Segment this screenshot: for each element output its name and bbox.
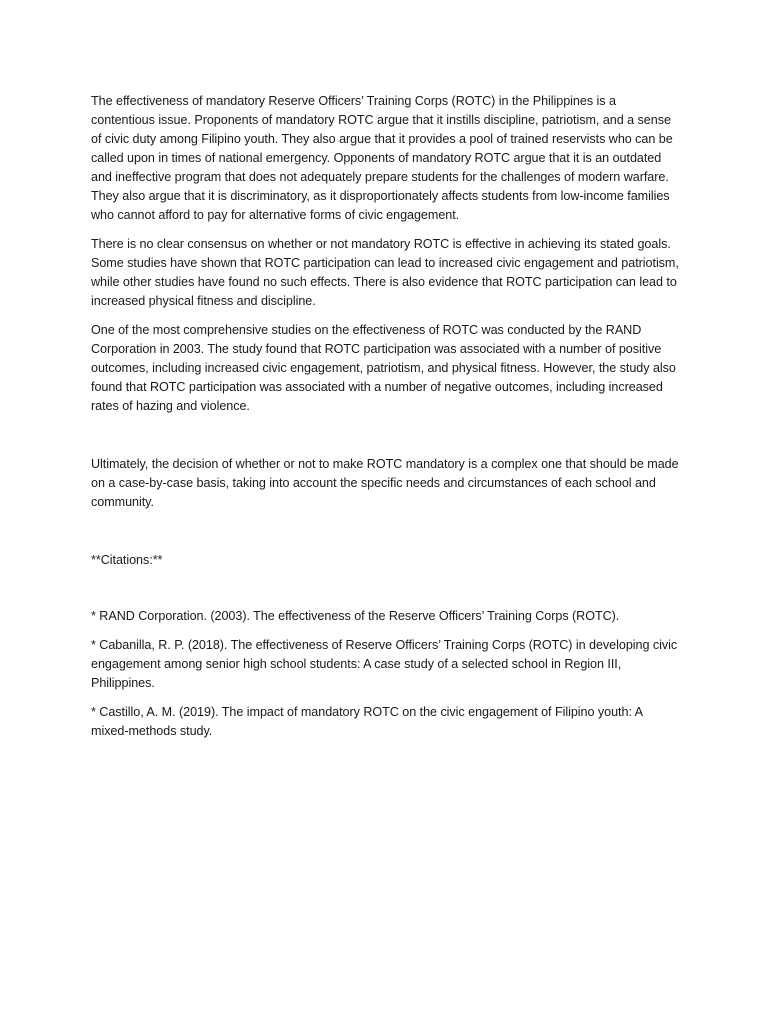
citation-item: * RAND Corporation. (2003). The effectiveness of the Reserve Officers’ Training Corps (ROTC). — [91, 609, 620, 623]
citation-item: * Cabanilla, R. P. (2018). The effectiveness of Reserve Officers’ Training Corps (ROTC) in developing civic engagement among senior high school students: A case study of a selected school in Region III, Philippines. — [91, 638, 678, 690]
citations-heading: **Citations:** — [91, 553, 163, 567]
citation-item: * Castillo, A. M. (2019). The impact of mandatory ROTC on the civic engagement of Filipino youth: A mixed-methods study. — [91, 705, 643, 738]
document-body — [91, 92, 683, 751]
paragraph-rand-study: One of the most comprehensive studies on the effectiveness of ROTC was conducted by the RAND Corporation in 2003. The study found that ROTC participation was associated with a number of positive outcomes, including increased civic engagement, patriotism, and physical fitness. However, the study also found that ROTC participation was associated with a number of negative outcomes, including increased rates of hazing and violence. — [91, 323, 676, 413]
paragraph-consensus: There is no clear consensus on whether or not mandatory ROTC is effective in achieving its stated goals. Some studies have shown that ROTC participation can lead to increased civic engagement and patriotism, while other studies have found no such effects. There is also evidence that ROTC participation can lead to increased physical fitness and discipline. — [91, 237, 679, 308]
spacer — [91, 580, 683, 607]
paragraph-intro: The effectiveness of mandatory Reserve Officers’ Training Corps (ROTC) in the Philippines is a contentious issue. Proponents of mandatory ROTC argue that it instills discipline, patriotism, and a sense of civic duty among Filipino youth. They also argue that it provides a pool of trained reservists who can be called upon in times of national emergency. Opponents of mandatory ROTC argue that it is an outdated and ineffective program that does not adequately prepare students for the challenges of modern warfare. They also argue that it is discriminatory, as it disproportionately affects students from low-income families who cannot afford to pay for alternative forms of civic engagement. — [91, 94, 673, 222]
spacer — [91, 522, 683, 551]
spacer — [91, 426, 683, 455]
paragraph-conclusion: Ultimately, the decision of whether or not to make ROTC mandatory is a complex one that should be made on a case-by-case basis, taking into account the specific needs and circumstances of each school and community. — [91, 457, 679, 509]
